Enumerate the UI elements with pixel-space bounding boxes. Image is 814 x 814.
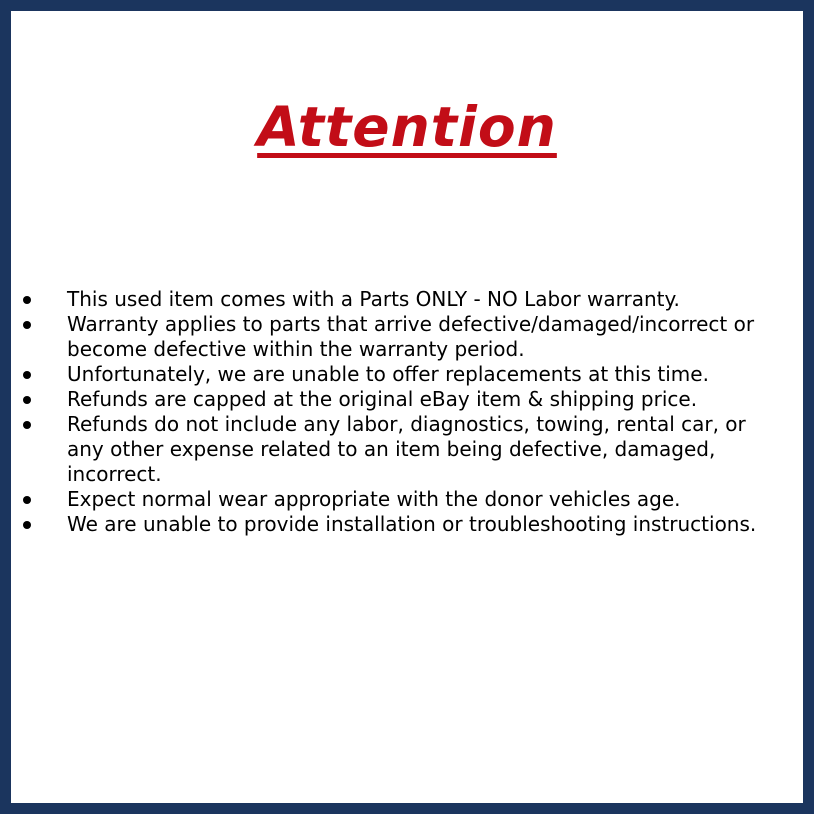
list-item bbox=[11, 487, 786, 512]
list-item-text: Refunds do not include any labor, diagnostics, towing, rental car, or any other expense related to an item being defective, damaged, incorrect. bbox=[67, 412, 746, 486]
bullet-icon bbox=[23, 396, 31, 404]
list-item bbox=[11, 412, 786, 487]
bullet-icon bbox=[23, 321, 31, 329]
list-item-text: We are unable to provide installation or troubleshooting instructions. bbox=[67, 512, 757, 536]
list-item-text: Warranty applies to parts that arrive defective/damaged/incorrect or become defective within the warranty period. bbox=[67, 312, 755, 361]
list-item-text: Unfortunately, we are unable to offer replacements at this time. bbox=[67, 362, 709, 386]
bullet-icon bbox=[23, 421, 31, 429]
list-item bbox=[11, 387, 786, 412]
list-item bbox=[11, 512, 786, 537]
bullet-icon bbox=[23, 296, 31, 304]
list-item bbox=[11, 312, 786, 362]
list-item-text: Expect normal wear appropriate with the donor vehicles age. bbox=[67, 487, 681, 511]
list-item bbox=[11, 287, 786, 312]
attention-heading: Attention bbox=[257, 95, 557, 159]
list-item bbox=[11, 362, 786, 387]
bullet-icon bbox=[23, 521, 31, 529]
list-item-text: Refunds are capped at the original eBay item & shipping price. bbox=[67, 387, 698, 411]
bullet-icon bbox=[23, 371, 31, 379]
heading-container bbox=[11, 95, 803, 159]
bullet-icon bbox=[23, 496, 31, 504]
warranty-terms-list bbox=[11, 287, 786, 537]
list-item-text: This used item comes with a Parts ONLY - NO Labor warranty. bbox=[67, 287, 680, 311]
